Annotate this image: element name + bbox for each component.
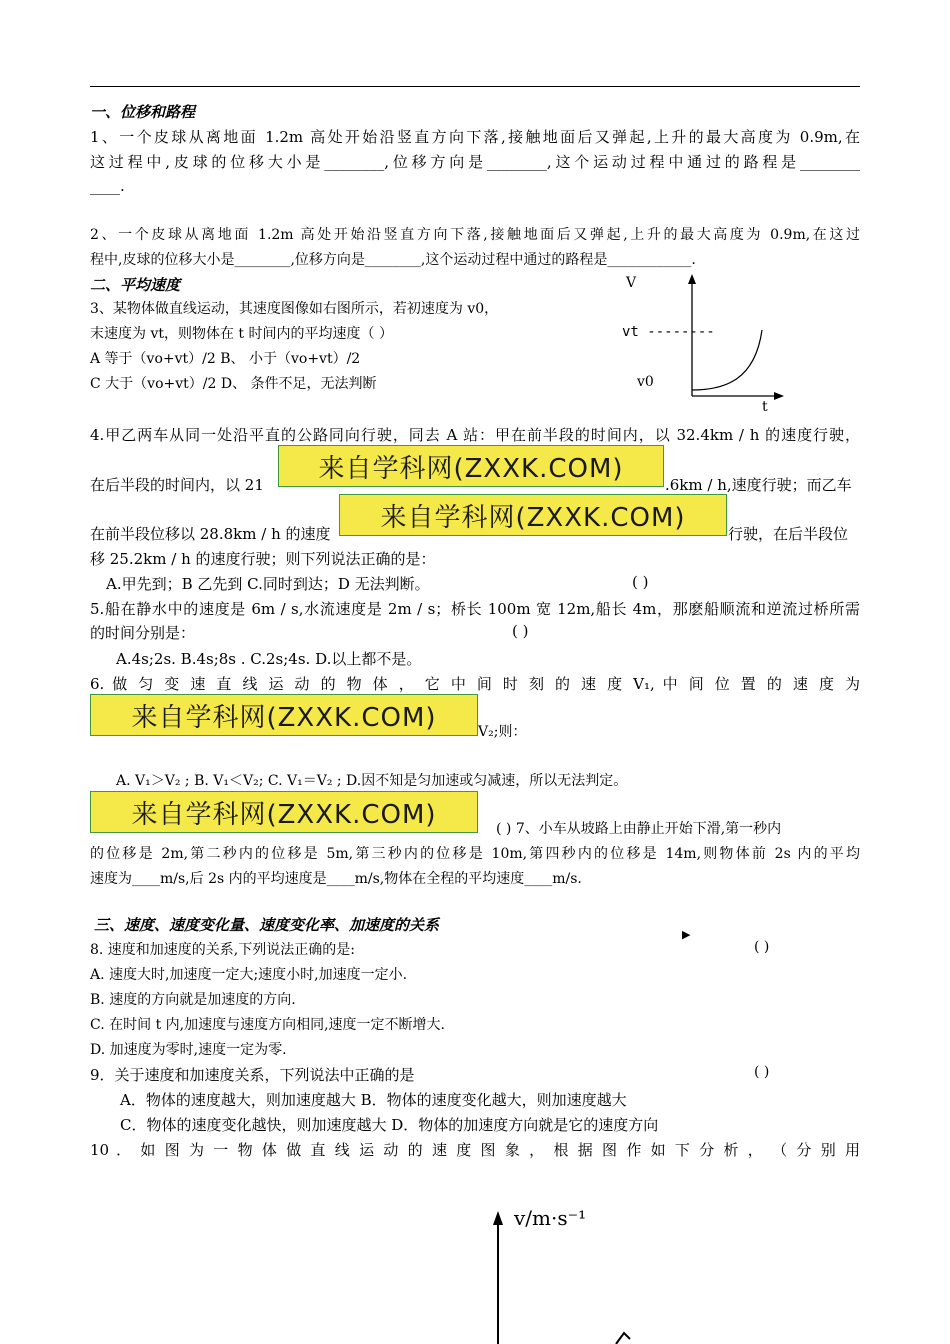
q6-line-1: 6. 做 匀 变 速 直 线 运 动 的 物 体 ， 它 中 间 时 刻 的 速 度 V₁, 中 间 位 置 的 速 度 为 bbox=[90, 675, 860, 693]
q4-line-2b: .6km / h,速度行驶；而乙车 bbox=[665, 476, 852, 494]
q8-option-a: A. 速度大时,加速度一定大;速度小时,加速度一定小. bbox=[90, 967, 408, 983]
header-rule bbox=[90, 86, 860, 87]
section-heading-3: 三、速度、速度变化量、速度变化率、加速度的关系 bbox=[94, 916, 440, 934]
section-heading-1: 一、位移和路程 bbox=[90, 103, 196, 121]
q8-answer-paren: ( ) bbox=[754, 939, 770, 955]
q3-line-2: 末速度为 vt，则物体在 t 时间内的平均速度（ ） bbox=[90, 326, 393, 342]
q5-options: A.4s;2s. B.4s;8s . C.2s;4s. D.以上都不是。 bbox=[116, 650, 422, 668]
q2-line-2: 程中,皮球的位移大小是________,位移方向是________,这个运动过程中通过的路程是____________. bbox=[90, 252, 696, 268]
graph-v-label: V bbox=[626, 275, 637, 291]
q8-line-1: 8. 速度和加速度的关系,下列说法正确的是: bbox=[90, 942, 355, 958]
q4-line-4: 移 25.2km / h 的速度行驶；则下列说法正确的是： bbox=[90, 550, 436, 568]
q1-line-2: 这过程中,皮球的位移大小是________,位移方向是________,这个运动过程中通过的路程是________ bbox=[90, 153, 860, 171]
watermark-banner: 来自学科网(ZXXK.COM) bbox=[90, 694, 478, 736]
q1-line-3: ____. bbox=[90, 177, 125, 195]
q4-options: A.甲先到；B 乙先到 C.同时到达；D 无法判断。 bbox=[106, 575, 430, 593]
graph-v0-label: v0 bbox=[637, 374, 654, 390]
q9-options-cd: C．物体的速度变化越快，则加速度越大 D．物体的加速度方向就是它的速度方向 bbox=[120, 1116, 659, 1134]
q5-line-2: 的时间分别是： bbox=[90, 624, 196, 642]
q10-line-1: 10 ． 如 图 为 一 物 体 做 直 线 运 动 的 速 度 图 象 ， 根 据 图 作 如 下 分 析 ， （ 分 别 用 bbox=[90, 1141, 860, 1159]
q2-line-1: 2、一个皮球从离地面 1.2m 高处开始沿竖直方向下落,接触地面后又弹起,上升的最大高度为 0.9m,在这过 bbox=[90, 227, 860, 243]
q1-line-1: 1、一个皮球从离地面 1.2m 高处开始沿竖直方向下落,接触地面后又弹起,上升的最大高度为 0.9m,在 bbox=[90, 128, 860, 146]
q3-option-ab: A 等于（vo+vt）/2 B、 小于（vo+vt）/2 bbox=[90, 351, 361, 367]
q7-line-2: 的位移是 2m,第二秒内的位移是 5m,第三秒内的位移是 10m,第四秒内的位移是 14m,则物体前 2s 内的平均 bbox=[90, 846, 860, 862]
watermark-banner: 来自学科网(ZXXK.COM) bbox=[339, 494, 727, 536]
q9-line-1: 9．关于速度和加速度关系，下列说法中正确的是 bbox=[90, 1066, 415, 1084]
graph2-y-label: v/m·s⁻¹ bbox=[514, 1206, 587, 1230]
velocity-time-graph bbox=[680, 272, 790, 402]
q6-options: A. V₁＞V₂ ; B. V₁＜V₂; C. V₁＝V₂ ; D.因不知是匀加速或匀减速，所以无法判定。 bbox=[116, 773, 628, 789]
q3-option-cd: C 大于（vo+vt）/2 D、 条件不足，无法判断 bbox=[90, 376, 377, 392]
graph-vt-label: vt -------- bbox=[622, 324, 715, 340]
q7-line-1: ( ) 7、小车从坡路上由静止开始下滑,第一秒内 bbox=[496, 821, 782, 837]
section-heading-2: 二、平均速度 bbox=[90, 276, 181, 294]
q8-option-d: D. 加速度为零时,速度一定为零. bbox=[90, 1042, 287, 1058]
q3-line-1: 3、某物体做直线运动，其速度图像如右图所示，若初速度为 v0， bbox=[90, 301, 499, 317]
q8-option-b: B. 速度的方向就是加速度的方向. bbox=[90, 992, 296, 1008]
watermark-banner: 来自学科网(ZXXK.COM) bbox=[278, 445, 664, 487]
q8-option-c: C. 在时间 t 内,加速度与速度方向相同,速度一定不断增大. bbox=[90, 1017, 445, 1033]
q5-line-1: 5.船在静水中的速度是 6m / s,水流速度是 2m / s；桥长 100m 宽 12m,船长 4m，那麽船顺流和逆流过桥所需 bbox=[90, 600, 860, 618]
q5-answer-paren: ( ) bbox=[512, 622, 529, 640]
q7-line-3: 速度为____m/s,后 2s 内的平均速度是____m/s,物体在全程的平均速度____m/s. bbox=[90, 871, 582, 887]
q9-answer-paren: ( ) bbox=[754, 1064, 770, 1080]
graph-t-label: t bbox=[762, 399, 768, 415]
q4-line-2a: 在后半段的时间内，以 21 bbox=[90, 476, 264, 494]
play-arrow-icon: ▶ bbox=[682, 928, 691, 941]
q4-answer-paren: ( ) bbox=[632, 573, 649, 591]
q4-line-3a: 在前半段位移以 28.8km / h 的速度 bbox=[90, 525, 331, 543]
q6-line-2: V₂;则： bbox=[478, 724, 527, 740]
watermark-banner: 来自学科网(ZXXK.COM) bbox=[90, 791, 478, 833]
q4-line-3b: 行驶，在后半段位 bbox=[728, 525, 849, 543]
q4-line-1: 4.甲乙两车从同一处沿平直的公路同向行驶，同去 A 站：甲在前半段的时间内，以 32.4km / h 的速度行驶， bbox=[90, 426, 860, 444]
q9-options-ab: A．物体的速度越大，则加速度越大 B．物体的速度变化越大，则加速度越大 bbox=[120, 1091, 627, 1109]
